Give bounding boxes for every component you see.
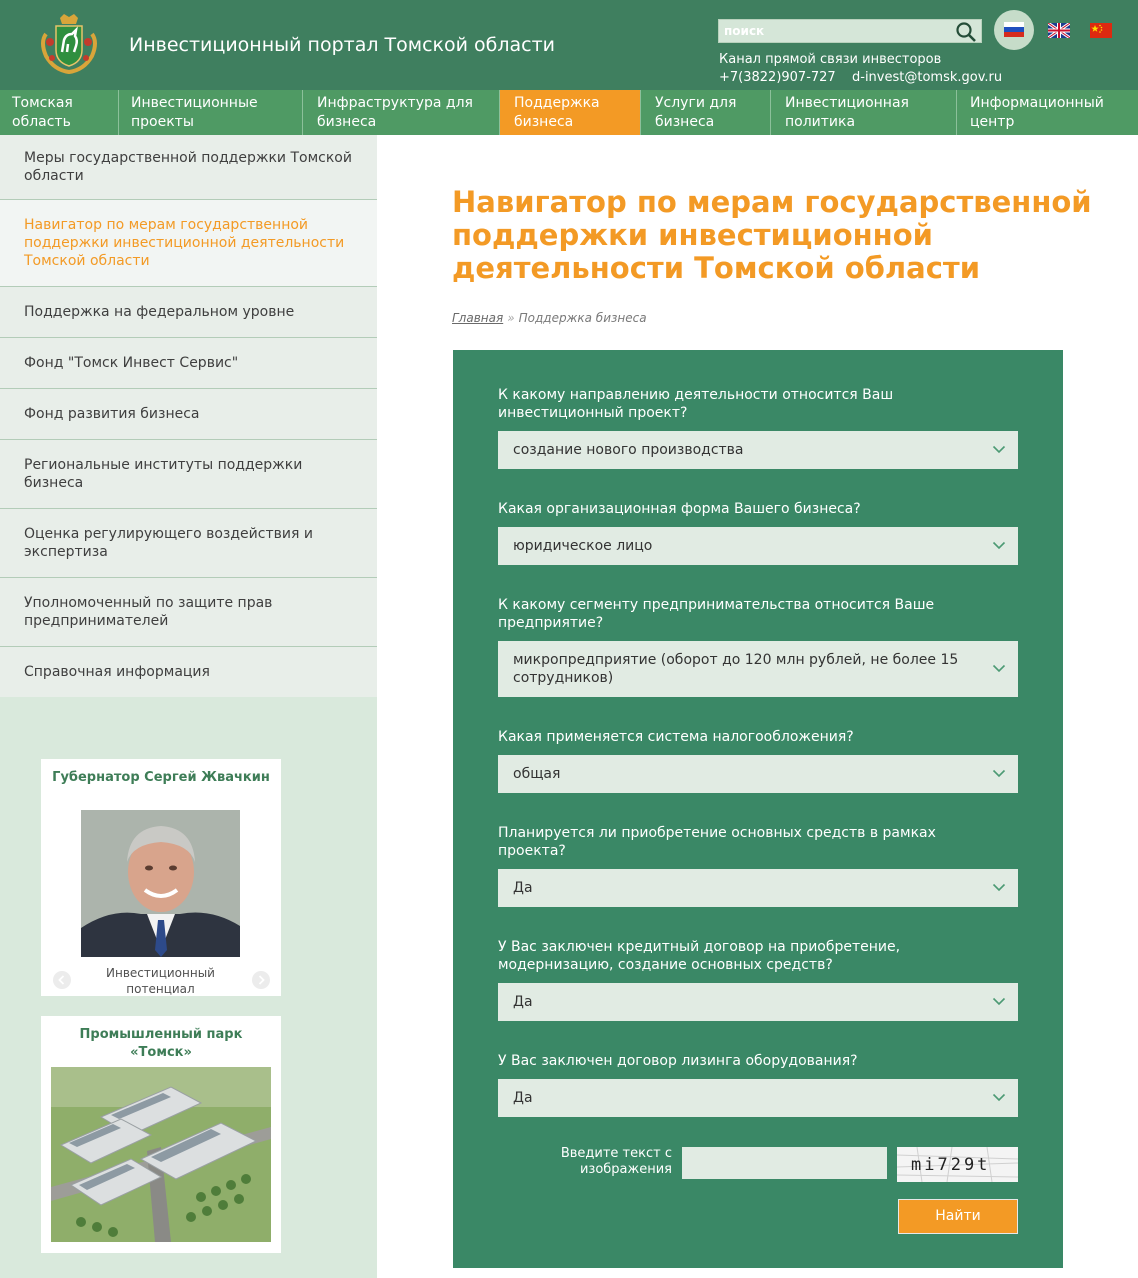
sidebar-item-label: Меры государственной поддержки Томской области <box>24 150 352 184</box>
industrial-park-title: Промышленный парк «Томск» <box>79 1027 243 1060</box>
sidebar-item-ombudsman[interactable] <box>0 578 377 647</box>
sidebar-menu <box>0 135 377 697</box>
sidebar-item-label: Поддержка на федеральном уровне <box>24 304 295 320</box>
chevron-down-icon <box>992 883 1006 892</box>
nav-item-business-support[interactable]: Поддержка бизнеса <box>499 90 640 135</box>
sidebar-item-label: Навигатор по мерам государственной поддержки инвестиционной деятельности Томской области <box>24 217 345 269</box>
sidebar-item-state-support[interactable] <box>0 135 377 200</box>
sidebar <box>0 135 377 1278</box>
question-label: У Вас заключен договор лизинга оборудования? <box>498 1053 858 1069</box>
search-box <box>718 19 982 43</box>
governor-card[interactable] <box>41 759 281 996</box>
lang-ru-flag-icon[interactable] <box>994 10 1034 50</box>
sidebar-item-label: Справочная информация <box>24 664 210 680</box>
chevron-down-icon <box>992 445 1006 454</box>
sidebar-item-regulatory-impact[interactable] <box>0 509 377 578</box>
chevron-down-icon <box>992 769 1006 778</box>
slider-next-icon[interactable] <box>252 971 270 989</box>
slider-caption[interactable]: Инвестиционный потенциал <box>106 966 215 996</box>
nav-item-business-services[interactable]: Услуги для бизнеса <box>640 90 770 135</box>
search-icon[interactable] <box>955 21 977 43</box>
captcha-label: Введите текст с изображения <box>560 1146 672 1177</box>
chevron-down-icon <box>992 1093 1006 1102</box>
nav-item-tomsk-region[interactable]: Томская область <box>0 90 118 135</box>
captcha-text: mi729t <box>911 1155 991 1175</box>
select-value: Да <box>513 994 533 1010</box>
sidebar-item-federal-support[interactable] <box>0 287 377 338</box>
sidebar-item-regional-institutes[interactable] <box>0 440 377 509</box>
industrial-park-photo <box>51 1067 271 1242</box>
site-title[interactable]: Инвестиционный портал Томской области <box>129 34 556 56</box>
chevron-down-icon <box>992 664 1006 673</box>
nav-item-investment-policy[interactable]: Инвестиционная политика <box>770 90 956 135</box>
fixed-assets-select[interactable] <box>498 869 1018 907</box>
question-label: У Вас заключен кредитный договор на приобретение, модернизацию, создание основных средств? <box>498 939 901 973</box>
select-value: создание нового производства <box>513 442 744 458</box>
investor-channel-label: Канал прямой связи инвесторов <box>719 52 942 67</box>
question-label: К какому сегменту предпринимательства относится Ваше предприятие? <box>498 597 935 631</box>
chevron-down-icon <box>992 541 1006 550</box>
org-form-select[interactable] <box>498 527 1018 565</box>
sidebar-item-label: Фонд развития бизнеса <box>24 406 200 422</box>
question-label: Какая применяется система налогообложения? <box>498 729 854 745</box>
breadcrumb-current: Поддержка бизнеса <box>518 311 647 325</box>
support-navigator-form <box>453 350 1063 1268</box>
main-nav <box>0 90 1138 135</box>
coat-of-arms-logo[interactable] <box>38 12 100 74</box>
sidebar-item-navigator[interactable] <box>0 200 377 287</box>
question-label: Какая организационная форма Вашего бизнеса? <box>498 501 861 517</box>
header <box>0 0 1138 90</box>
breadcrumb <box>452 311 647 325</box>
sidebar-item-business-dev-fund[interactable] <box>0 389 377 440</box>
find-button[interactable]: Найти <box>898 1199 1018 1234</box>
search-input[interactable] <box>719 20 945 42</box>
business-segment-select[interactable] <box>498 641 1018 697</box>
industrial-park-card[interactable] <box>41 1016 281 1253</box>
lang-cn-flag-icon[interactable] <box>1090 23 1112 38</box>
captcha-image <box>897 1147 1018 1182</box>
governor-card-title: Губернатор Сергей Жвачкин <box>52 770 270 785</box>
tax-system-select[interactable] <box>498 755 1018 793</box>
question-label: Планируется ли приобретение основных средств в рамках проекта? <box>498 825 936 859</box>
governor-photo <box>81 810 240 957</box>
page-title: Навигатор по мерам государственной поддержки инвестиционной деятельности Томской области <box>452 185 1092 285</box>
select-value: юридическое лицо <box>513 538 653 554</box>
question-label: К какому направлению деятельности относится Ваш инвестиционный проект? <box>498 387 894 421</box>
select-value: общая <box>513 766 561 782</box>
lang-en-flag-icon[interactable] <box>1048 23 1070 38</box>
breadcrumb-separator: » <box>507 311 515 325</box>
nav-item-investment-projects[interactable]: Инвестиционные проекты <box>118 90 302 135</box>
sidebar-item-reference-info[interactable] <box>0 647 377 697</box>
nav-item-info-center[interactable]: Информационный центр <box>956 90 1138 135</box>
activity-direction-select[interactable] <box>498 431 1018 469</box>
leasing-agreement-select[interactable] <box>498 1079 1018 1117</box>
contact-phone[interactable]: +7(3822)907-727 <box>719 70 836 85</box>
sidebar-item-label: Фонд "Томск Инвест Сервис" <box>24 355 239 371</box>
contact-email[interactable]: d-invest@tomsk.gov.ru <box>852 70 1003 85</box>
select-value: микропредприятие (оборот до 120 млн рублей, не более 15 сотрудников) <box>513 652 959 686</box>
select-value: Да <box>513 1090 533 1106</box>
sidebar-item-label: Региональные институты поддержки бизнеса <box>24 457 303 491</box>
captcha-input[interactable] <box>682 1147 887 1179</box>
chevron-down-icon <box>992 997 1006 1006</box>
sidebar-item-label: Уполномоченный по защите прав предпринимателей <box>24 595 273 629</box>
sidebar-item-label: Оценка регулирующего воздействия и экспертиза <box>24 526 313 560</box>
credit-agreement-select[interactable] <box>498 983 1018 1021</box>
slider-prev-icon[interactable] <box>53 971 71 989</box>
nav-item-infrastructure[interactable]: Инфраструктура для бизнеса <box>302 90 499 135</box>
sidebar-item-tomsk-invest-fund[interactable] <box>0 338 377 389</box>
breadcrumb-home-link[interactable]: Главная <box>452 311 504 325</box>
select-value: Да <box>513 880 533 896</box>
